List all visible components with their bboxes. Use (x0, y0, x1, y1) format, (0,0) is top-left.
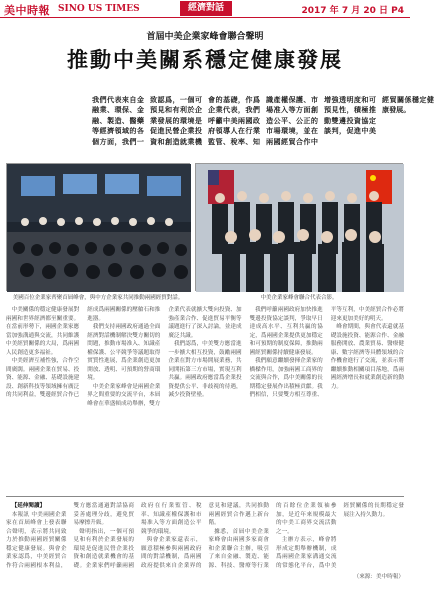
newspaper-name-english: SINO US TIMES (58, 4, 140, 14)
source-byline: （來源：美中時報） (353, 574, 404, 580)
body-paragraph: 主辦方表示，峰會將形成定期舉辦機制，成爲兩國企業家溝通交流的常態化平台，爲中美經貿關係的長期穩定發展注入持久動力。 (276, 503, 404, 569)
photo-caption-left: 美國百位企業家齊聚首屆峰會，與中方企業家共同推動兩國經貿對話。 (12, 295, 184, 301)
body-paragraph: 我們支持兩國政府通過全面經濟對話機制解決雙方關切的問題，推動市場准入、知識產權保護、公平競爭等議題取得實質性進展，爲企業創造更加開放、透明、可預期的營商環境。 (87, 324, 161, 381)
body-paragraph: 聲明指出，一個可預見和有利於企業發展的環境是促進民營企業投資和創造就業機會的基礎。企業家們呼籲兩國政府在行業監管、稅率、知識產權保護和市場准入等方面創造公平競爭的環境。 (73, 503, 202, 569)
conference-photo-art (7, 164, 191, 292)
body-paragraph: 我們認爲，中美雙方應當進一步擴大相互投資，鼓勵兩國企業在對方市場開展業務，共同開拓第三方市場，實現互利共贏。兩國政府應當爲企業投資提供公平、非歧視的待遇，減少投資壁壘。 (168, 341, 242, 398)
kicker: 首屆中美企業家峰會聯合聲明 (146, 32, 264, 42)
headline: 推動中美關系穩定健康發展 (67, 48, 343, 72)
group-photo-art (196, 164, 404, 292)
body-paragraph: 我們願意繼續發揮企業家的橋樑作用，加強兩國工商界的交流與合作，爲中美關係的長期穩定發展作出積極貢獻。我們相信，只要雙方相互尊重、平等互利，中美經貿合作必將迎來更加美好的明天。 (249, 307, 404, 398)
issue-date-page: 2017 年 7 月 20 日 P4 (301, 6, 404, 16)
section-label: 經濟對話 (180, 1, 232, 16)
related-article-label: 【延伸閱讀】 (11, 503, 46, 509)
group-photo (195, 163, 403, 291)
body-paragraph: 峰會期間，與會代表還就基礎設施投資、能源合作、金融服務開放、農業貿易、醫療健康、數字經濟等具體領域的合作機會進行了交流，並表示將繼續推動相關項目落地，爲兩國經濟增長和就業創造新的動力。 (330, 324, 404, 390)
body-paragraph: 我們呼籲兩國政府加快推進雙邊投資協定談判，爭取早日達成高水平、互利共贏的協定，爲兩國企業提供更加穩定和可預期的制度保障，推動兩國經貿關係持續健康發展。 (249, 307, 323, 356)
photo-caption-right: 中美企業家峰會聯合代表合影。 (260, 295, 338, 301)
body-paragraph: 本報訊 中美兩國企業家在首屆峰會上發表聯合聲明，表示將共同致力於推動兩國經貿關係穩定健康發展。與會企業家認爲，中美經貿合作符合兩國根本利益，雙方應當通過對話協商妥善處理分歧，避免貿易摩擦升級。 (6, 503, 134, 569)
newspaper-logo: 美中時報 (4, 4, 50, 17)
body-paragraph: 中美關係的穩定健康發展對兩國和世界經濟都至關重要。在當前形勢下，兩國企業家應當加強溝通與交流，共同維護中美經貿關係的大局，爲兩國人民創造更多福祉。 (6, 307, 80, 356)
body-paragraph: 據悉，首屆中美企業家峰會由兩國多家商會和企業聯合主辦，吸引了來自金融、製造、能源、科技、醫療等行業的百餘位企業領袖參加，是近年來規模最大的中美工商界交流活動之一。 (208, 503, 337, 569)
conference-photo (6, 163, 190, 291)
article-body (6, 306, 404, 492)
body-paragraph: 與會企業家還表示，願意積極參與兩國政府間的對話機制，爲兩國政府提供來自企業界的意見和建議，共同推動兩國經貿合作邁上新台階。 (141, 503, 269, 569)
body-paragraph: 中美企業家峰會是兩國企業界之間重要的交流平台，本屆峰會在華盛頓成功舉辦，雙方企業代表就擴大雙向投資、加強產業合作、促進貿易平衡等議題進行了深入討論，並達成廣泛共識。 (87, 307, 242, 407)
masthead (0, 0, 410, 18)
section-divider (6, 496, 404, 497)
body-paragraph: 中美經濟互補性強，合作空間廣闊。兩國企業在貿易、投資、能源、金融、基礎設施建設、創新科技等領域擁有廣泛的共同利益，雙邊經貿合作已經成爲兩國關係的壓艙石和推進器。 (6, 307, 161, 398)
related-article-body (6, 502, 404, 570)
lead-paragraph: 我們代表來自金融業、環保、金融、製造、醫藥等經濟領域的各個方面，我們一致認爲，一個可預見和有利於企業發展的環境是促進民營企業投資和創造就業機會的基礎，作爲企業代表，我們呼籲中美兩國政府領導人在行業監管、稅率、知識產權保護、市場准入等方面創造公平、公正的市場環境，並在兩國經貿合作中增強透明度和可預見性，積極推動雙邊投資協定談判，促進中美經貿關係穩定健康發展。 (92, 95, 434, 146)
